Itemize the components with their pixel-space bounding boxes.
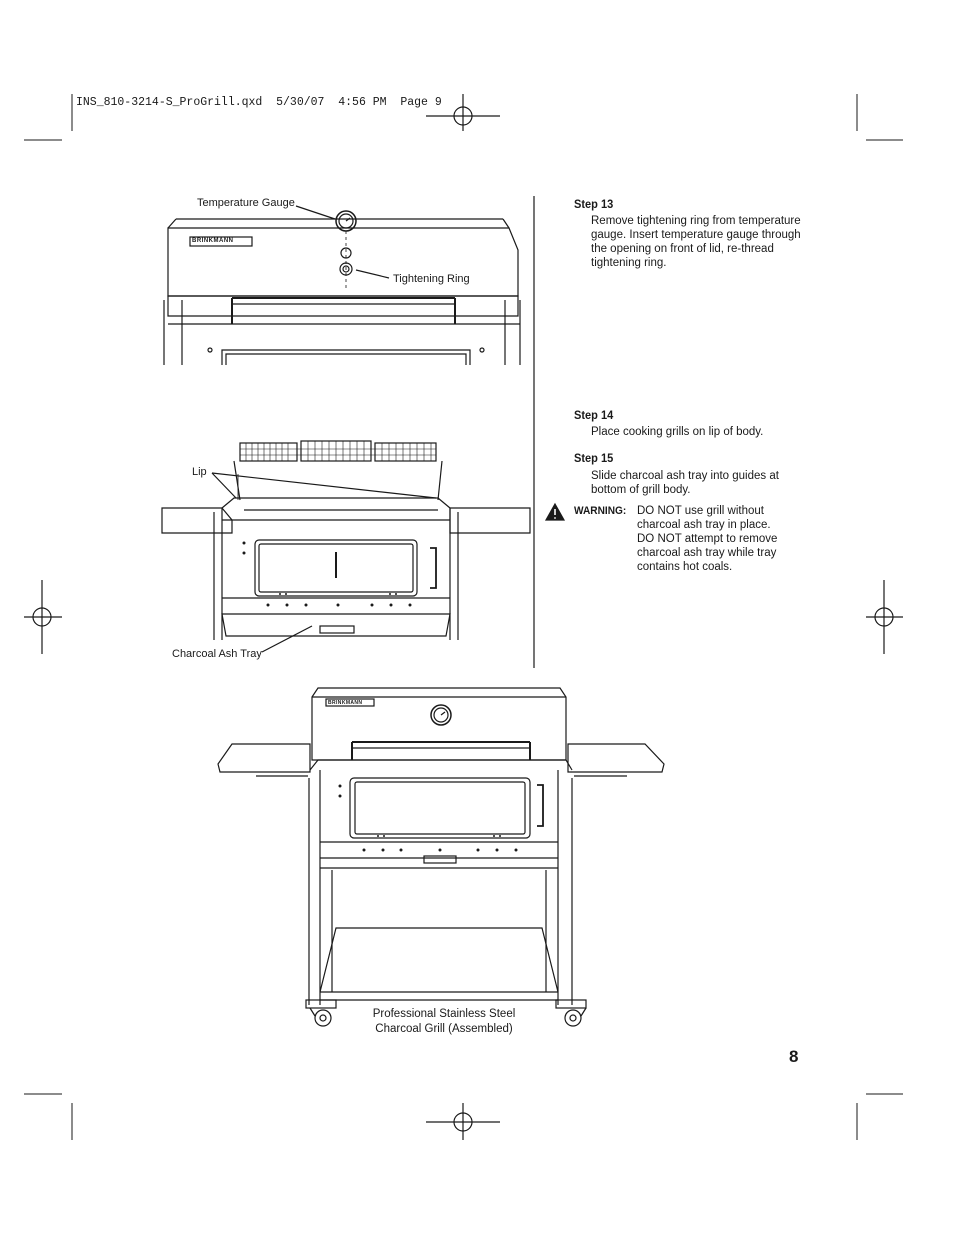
caption-line-1: Professional Stainless Steel <box>372 1008 516 1020</box>
step-15-body: Slide charcoal ash tray into guides at bottom of grill body. <box>591 470 779 496</box>
registration-mark-bottom <box>426 1103 500 1140</box>
figure-assembled-grill <box>218 688 664 1026</box>
step-13-title: Step 13 <box>574 197 614 211</box>
label-temperature-gauge: Temperature Gauge <box>197 197 295 209</box>
brand-logo-assembled: BRINKMANN <box>328 700 363 706</box>
caption-line-2: Charcoal Grill (Assembled) <box>375 1023 513 1035</box>
step-15-title: Step 15 <box>574 451 614 465</box>
step-14-title: Step 14 <box>574 408 614 422</box>
file-slug: INS_810-3214-S_ProGrill.qxd 5/30/07 4:56 PM Page 9 <box>76 96 442 109</box>
figure-cooking-grills <box>162 441 530 652</box>
brand-logo-lid: BRINKMANN <box>192 238 234 244</box>
registration-mark-left <box>24 580 62 654</box>
warning-label: WARNING: <box>574 505 627 517</box>
warning-triangle-icon <box>546 504 564 520</box>
label-charcoal-ash-tray: Charcoal Ash Tray <box>172 648 262 660</box>
step-14-body: Place cooking grills on lip of body. <box>591 426 764 438</box>
figure-lid-gauge <box>164 206 520 365</box>
label-lip: Lip <box>192 466 207 478</box>
registration-mark-right <box>866 580 903 654</box>
warning-body: DO NOT use grill without charcoal ash tray in place. DO NOT attempt to remove charcoal ash tray while tray contains hot coals. <box>637 505 778 573</box>
page-number: 8 <box>789 1047 799 1066</box>
figure-caption <box>344 1007 544 1037</box>
step-13-body: Remove tightening ring from temperature gauge. Insert temperature gauge through the opening on front of lid, re-thread tightening ring. <box>591 215 801 269</box>
label-tightening-ring: Tightening Ring <box>393 273 470 285</box>
